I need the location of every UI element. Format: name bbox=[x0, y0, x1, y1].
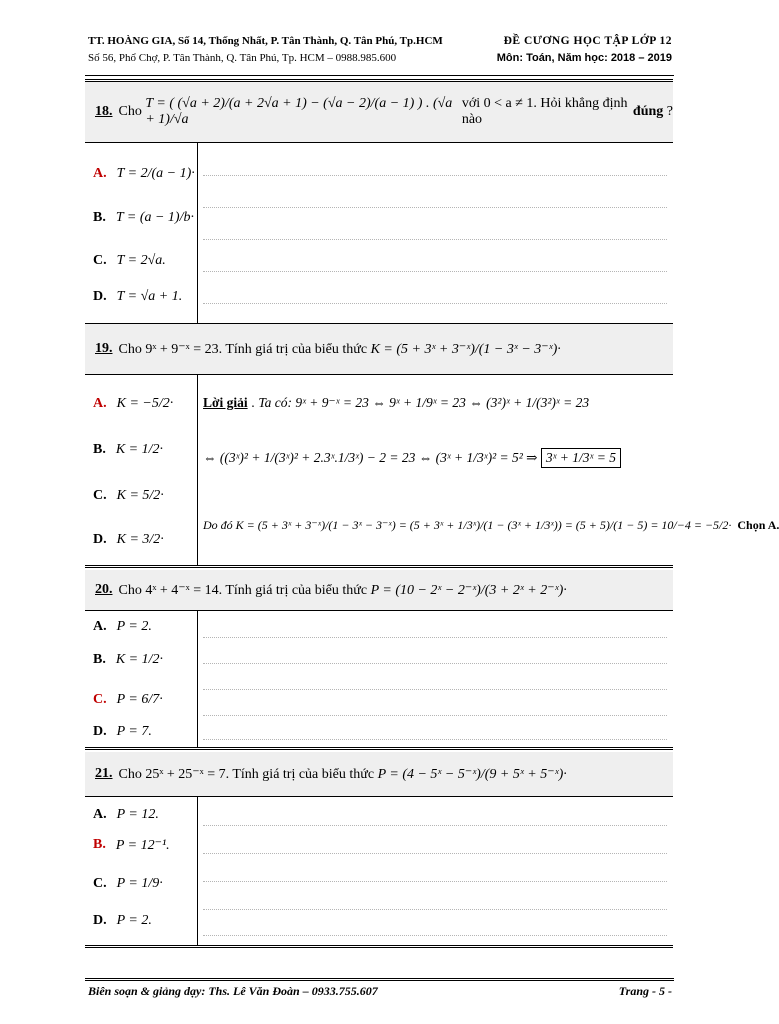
question-20-body bbox=[85, 611, 673, 750]
option-a[interactable] bbox=[93, 157, 195, 191]
option-text: P = 2. bbox=[116, 913, 152, 928]
options-column bbox=[85, 375, 198, 565]
header-left bbox=[88, 33, 443, 67]
dotted-line bbox=[203, 207, 667, 208]
prompt-text: Cho 25ˣ + 25⁻ˣ = 7. Tính giá trị của biểu thức bbox=[118, 766, 375, 782]
dotted-line bbox=[203, 303, 667, 304]
question-19 bbox=[85, 324, 779, 568]
option-label: A. bbox=[93, 166, 107, 181]
option-label: D. bbox=[93, 913, 107, 928]
dotted-line bbox=[203, 715, 667, 716]
answer-area bbox=[203, 611, 667, 747]
option-b[interactable] bbox=[93, 643, 163, 677]
question-20 bbox=[85, 570, 673, 750]
prompt-math: T = ( (√a + 2)/(a + 2√a + 1) − (√a − 2)/(a − 1) ) . (√a + 1)/√a bbox=[145, 96, 453, 127]
question-number: 19. bbox=[95, 341, 113, 356]
dotted-line bbox=[203, 881, 667, 882]
dotted-line bbox=[203, 239, 667, 240]
option-label: C. bbox=[93, 488, 107, 503]
option-c[interactable] bbox=[93, 477, 164, 515]
option-text: K = 3/2· bbox=[116, 532, 164, 547]
option-a[interactable] bbox=[93, 803, 159, 827]
option-text: T = 2√a. bbox=[116, 253, 166, 268]
question-21-prompt bbox=[85, 752, 673, 797]
option-text: P = 7. bbox=[116, 724, 152, 739]
header-title: ĐỀ CƯƠNG HỌC TẬP LỚP 12 bbox=[503, 35, 672, 47]
question-20-prompt bbox=[85, 570, 673, 611]
option-label: C. bbox=[93, 692, 107, 707]
question-number: 20. bbox=[95, 582, 113, 597]
option-b[interactable] bbox=[93, 431, 163, 469]
option-text: P = 1/9· bbox=[116, 876, 163, 891]
dotted-line bbox=[203, 909, 667, 910]
header-subject: Môn: Toán, Năm học: 2018 – 2019 bbox=[496, 52, 672, 64]
question-18-prompt bbox=[85, 82, 673, 143]
option-label: A. bbox=[93, 807, 107, 822]
question-number: 21. bbox=[95, 766, 113, 781]
option-label: C. bbox=[93, 253, 107, 268]
question-18-body bbox=[85, 143, 673, 326]
option-c[interactable] bbox=[93, 867, 163, 901]
option-label: B. bbox=[93, 652, 106, 667]
option-d[interactable] bbox=[93, 909, 152, 933]
option-text: P = 2. bbox=[116, 619, 152, 634]
option-text: K = 1/2· bbox=[115, 652, 164, 667]
question-19-prompt bbox=[85, 324, 673, 375]
prompt-text: Cho 4ˣ + 4⁻ˣ = 14. Tính giá trị của biểu thức bbox=[118, 582, 368, 598]
options-column bbox=[85, 143, 198, 323]
option-c[interactable] bbox=[93, 683, 163, 717]
dotted-line bbox=[203, 825, 667, 826]
option-text: P = 12⁻¹. bbox=[115, 837, 170, 853]
option-label: A. bbox=[93, 396, 107, 411]
page-number: Trang - 5 - bbox=[618, 984, 672, 998]
dotted-line bbox=[203, 739, 667, 740]
header-right bbox=[497, 33, 672, 67]
option-label: D. bbox=[93, 289, 107, 304]
solution-text: ⇔ ((3ˣ)² + 1/(3ˣ)² + 2.3ˣ.1/3ˣ) − 2 = 23 ⇔ (3ˣ + 1/3ˣ)² = 5² ⇒ bbox=[203, 450, 538, 465]
options-column bbox=[85, 797, 198, 945]
solution-line-2 bbox=[203, 435, 667, 481]
prompt-text: Cho bbox=[118, 104, 142, 119]
prompt-end: ? bbox=[666, 104, 673, 119]
option-d[interactable] bbox=[93, 521, 164, 559]
option-text: P = 12. bbox=[116, 807, 159, 822]
solution-answer: Chọn A. bbox=[737, 517, 779, 532]
footer-divider bbox=[85, 978, 674, 981]
option-text: P = 6/7· bbox=[116, 692, 163, 707]
options-column bbox=[85, 611, 198, 747]
solution-text: . Ta có: 9ˣ + 9⁻ˣ = 23 ⇔ 9ˣ + 1/9ˣ = 23 ⇔ (3²)ˣ + 1/(3²)ˣ = 23 bbox=[251, 395, 590, 410]
question-18 bbox=[85, 79, 673, 326]
option-b[interactable] bbox=[93, 201, 194, 235]
solution-line-3 bbox=[203, 497, 779, 553]
page-footer bbox=[88, 984, 672, 999]
option-text: T = √a + 1. bbox=[116, 289, 183, 304]
option-a[interactable] bbox=[93, 615, 152, 639]
dotted-line bbox=[203, 853, 667, 854]
header-divider bbox=[85, 75, 674, 76]
option-label: D. bbox=[93, 532, 107, 547]
answer-area bbox=[203, 143, 667, 323]
dotted-line bbox=[203, 175, 667, 176]
footer-author: Biên soạn & giảng dạy: Ths. Lê Văn Đoàn – 0933.755.607 bbox=[88, 984, 378, 998]
header-address-2: Số 56, Phổ Chợ, P. Tân Thành, Q. Tân Phú, Tp. HCM – 0988.985.600 bbox=[88, 52, 397, 64]
prompt-text: Cho 9ˣ + 9⁻ˣ = 23. Tính giá trị của biểu thức bbox=[118, 341, 368, 357]
answer-area bbox=[203, 797, 667, 945]
option-b[interactable] bbox=[93, 833, 170, 857]
option-label: B. bbox=[93, 210, 106, 225]
solution-boxed-result: 3ˣ + 1/3ˣ = 5 bbox=[541, 448, 621, 468]
solution-line-1 bbox=[203, 385, 667, 421]
option-label: B. bbox=[93, 837, 106, 852]
question-21-body bbox=[85, 797, 673, 948]
prompt-math: P = (4 − 5ˣ − 5⁻ˣ)/(9 + 5ˣ + 5⁻ˣ)· bbox=[377, 766, 567, 782]
prompt-math: P = (10 − 2ˣ − 2⁻ˣ)/(3 + 2ˣ + 2⁻ˣ)· bbox=[370, 582, 567, 598]
solution-keyword: Lời giải bbox=[203, 395, 248, 410]
option-text: K = 5/2· bbox=[116, 488, 164, 503]
question-number: 18. bbox=[95, 104, 113, 119]
option-a[interactable] bbox=[93, 385, 173, 423]
option-text: T = (a − 1)/b· bbox=[115, 210, 194, 225]
option-text: K = 1/2· bbox=[115, 442, 164, 457]
prompt-condition: với 0 < a ≠ 1. Hỏi khẳng định nào bbox=[461, 96, 628, 127]
dotted-line bbox=[203, 271, 667, 272]
option-c[interactable] bbox=[93, 247, 166, 275]
dotted-line bbox=[203, 637, 667, 638]
option-text: T = 2/(a − 1)· bbox=[116, 166, 195, 181]
option-label: C. bbox=[93, 876, 107, 891]
page-header bbox=[88, 33, 672, 73]
question-21 bbox=[85, 752, 673, 948]
dotted-line bbox=[203, 935, 667, 936]
solution-text: Do đó K = (5 + 3ˣ + 3⁻ˣ)/(1 − 3ˣ − 3⁻ˣ) = (5 + 3ˣ + 1/3ˣ)/(1 − (3ˣ + 1/3ˣ)) = (5 + 5)/(1 − 5) = 10/−4 = −5/2· bbox=[203, 517, 732, 532]
header-address-1: TT. HOÀNG GIA, Số 14, Thống Nhất, P. Tân Thành, Q. Tân Phú, Tp.HCM bbox=[88, 35, 443, 47]
option-label: D. bbox=[93, 724, 107, 739]
option-d[interactable] bbox=[93, 283, 182, 311]
option-label: B. bbox=[93, 442, 106, 457]
prompt-bold: đúng bbox=[632, 104, 664, 119]
prompt-math: K = (5 + 3ˣ + 3⁻ˣ)/(1 − 3ˣ − 3⁻ˣ)· bbox=[370, 341, 561, 357]
option-d[interactable] bbox=[93, 721, 152, 743]
option-text: K = −5/2· bbox=[116, 396, 174, 411]
dotted-line bbox=[203, 663, 667, 664]
option-label: A. bbox=[93, 619, 107, 634]
dotted-line bbox=[203, 689, 667, 690]
question-19-body bbox=[85, 375, 779, 568]
